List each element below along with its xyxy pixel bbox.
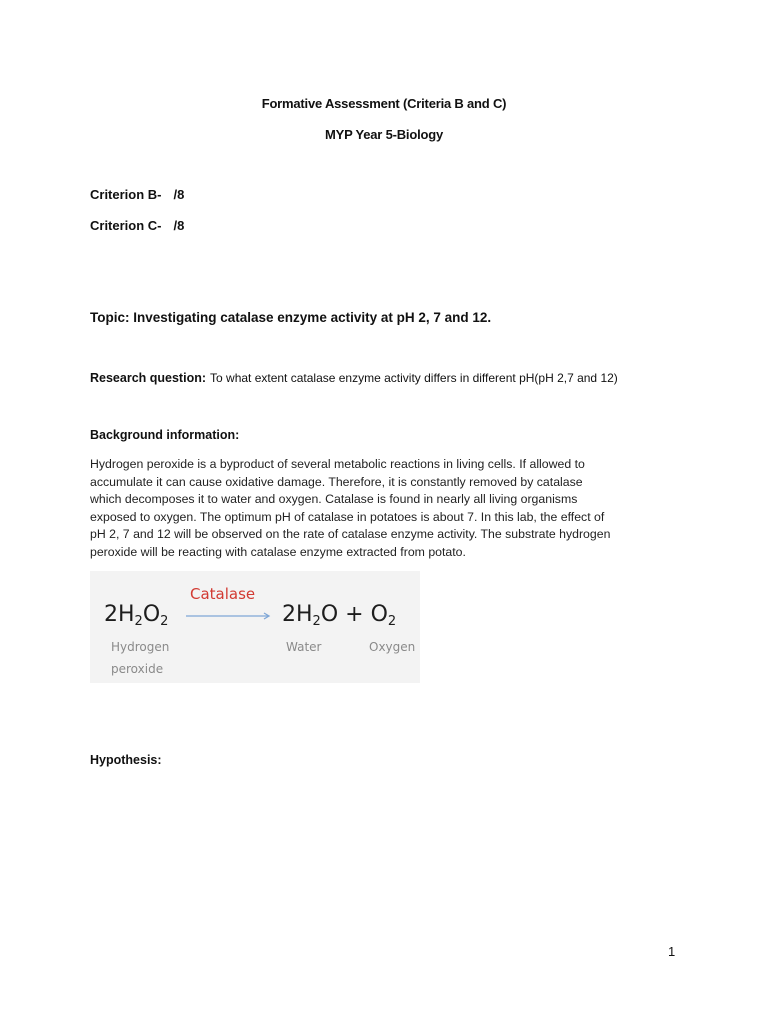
background-line: peroxide will be reacting with catalase enzyme extracted from potato.	[90, 544, 466, 559]
background-line: exposed to oxygen. The optimum pH of catalase in potatoes is about 7. In this lab, the effect of	[90, 509, 605, 524]
research-question-label: Research question:	[90, 371, 207, 385]
catalase-reaction-equation	[90, 571, 420, 683]
page-number: 1	[668, 944, 676, 959]
background-line: accumulate it can cause oxidative damage. Therefore, it is constantly removed by catalase	[90, 474, 583, 489]
hypothesis-heading: Hypothesis:	[90, 753, 162, 767]
reactant-formula: $2H_2O_2$	[104, 602, 169, 629]
peroxide-label: peroxide	[111, 662, 164, 676]
enzyme-label: Catalase	[190, 585, 256, 603]
background-heading: Background information:	[90, 428, 240, 442]
criterion-c-label: Criterion C-	[90, 218, 162, 233]
topic-heading: Topic: Investigating catalase enzyme activity at pH 2, 7 and 12.	[90, 310, 492, 325]
background-line: pH 2, 7 and 12 will be observed on the rate of catalase enzyme activity. The substrate hydrogen	[90, 527, 611, 542]
background-line: which decomposes it to water and oxygen. Catalase is found in nearly all living organisms	[90, 492, 578, 507]
criterion-c-row	[90, 218, 184, 233]
document-title: Formative Assessment (Criteria B and C)	[261, 96, 507, 111]
water-label: Water	[286, 640, 322, 654]
background-line: Hydrogen peroxide is a byproduct of several metabolic reactions in living cells. If allowed to	[90, 457, 585, 471]
research-question-text: To what extent catalase enzyme activity differs in different pH(pH 2,7 and 12)	[210, 371, 618, 385]
criterion-c-score: /8	[173, 218, 185, 233]
product-formula: $2H_2O + O_2$	[282, 602, 397, 629]
criterion-b-label: Criterion B-	[90, 187, 162, 202]
oxygen-label: Oxygen	[369, 640, 416, 654]
criterion-b-score: /8	[173, 187, 185, 202]
background-paragraph	[90, 456, 690, 562]
document-subtitle: MYP Year 5-Biology	[324, 127, 444, 142]
research-question-row	[90, 370, 618, 385]
criterion-b-row	[90, 187, 184, 202]
hydrogen-label: Hydrogen	[111, 640, 170, 654]
reaction-arrow-icon	[186, 612, 272, 620]
